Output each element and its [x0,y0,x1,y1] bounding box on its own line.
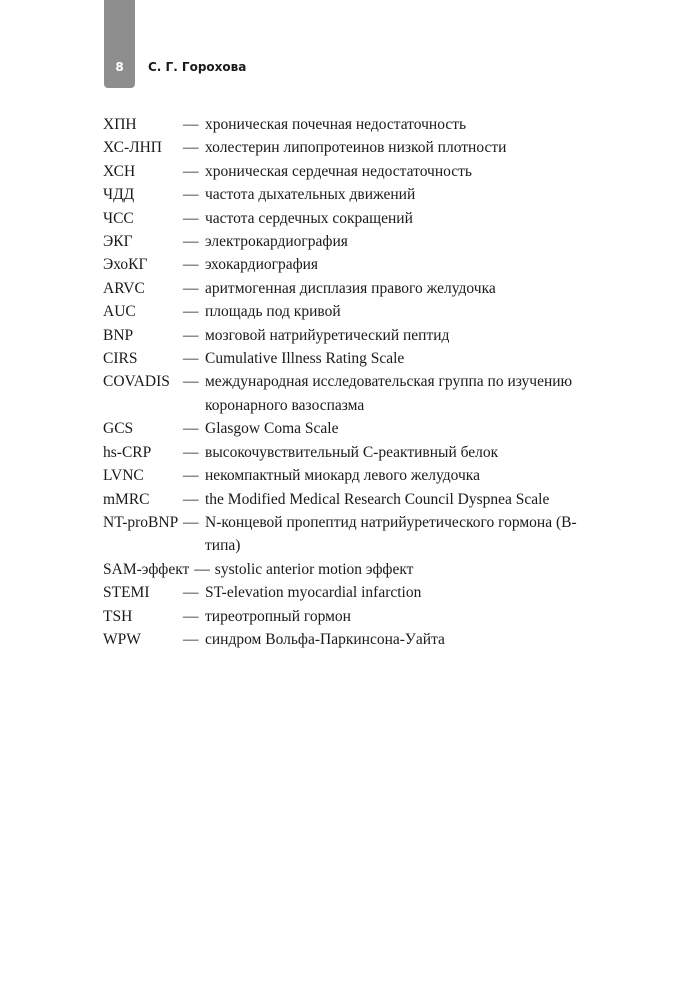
abbreviation-dash: — [183,584,199,602]
abbreviation-dash: — [183,209,199,227]
abbreviation-row [103,300,583,323]
abbreviation-definition: ST-elevation myocardial infarction [205,584,422,602]
abbreviation-dash: — [194,560,210,578]
abbreviation-definition: N-концевой пропептид натрийуретического гормона (В-типа) [205,513,577,555]
abbreviation-row [103,464,583,487]
abbreviation-term: ЭхоКГ [103,256,148,274]
abbreviation-definition: мозговой натрийуретический пептид [205,326,450,344]
abbreviation-term: ХПН [103,116,137,133]
abbreviation-row [103,581,583,604]
abbreviation-definition: эхокардиография [205,256,319,274]
abbreviation-term: ХС-ЛНП [103,139,163,157]
abbreviation-row [103,441,583,464]
abbreviation-definition: частота сердечных сокращений [205,209,413,227]
abbreviation-term: COVADIS [103,373,170,391]
abbreviation-term: SAM-эффект [103,560,190,578]
abbreviation-definition: синдром Вольфа-Паркинсона-Уайта [205,630,445,648]
abbreviation-term: WPW [103,630,141,648]
abbreviation-dash: — [183,630,199,648]
page-number-tab [104,0,135,88]
abbreviation-row [103,253,583,276]
abbreviation-term: GCS [103,420,134,438]
abbreviation-definition: аритмогенная дисплазия правого желудочка [205,279,496,297]
abbreviation-row [103,511,583,558]
abbreviation-row [103,207,583,230]
abbreviation-term: mMRC [103,490,150,508]
abbreviation-definition: высокочувствительный С-реактивный белок [205,443,499,461]
abbreviation-row [103,347,583,370]
abbreviation-term: LVNC [103,467,144,485]
abbreviation-dash: — [183,116,199,133]
abbreviation-row [103,605,583,628]
abbreviation-dash: — [183,513,199,531]
abbreviation-definition: the Modified Medical Research Council Dyspnea Scale [205,490,550,508]
abbreviation-definition: хроническая почечная недостаточность [205,116,467,133]
abbreviation-definition: некомпактный миокард левого желудочка [205,467,480,485]
abbreviation-dash: — [183,467,199,485]
running-head-author: С. Г. Горохова [148,60,247,74]
abbreviation-term: AUC [103,303,136,321]
abbreviation-row [103,160,583,183]
abbreviation-definition: частота дыхательных движений [205,186,416,204]
abbreviation-row [103,558,583,581]
abbreviation-dash: — [183,256,199,274]
abbreviation-definition: хроническая сердечная недостаточность [205,162,472,180]
abbreviation-row [103,136,583,159]
abbreviation-definition: площадь под кривой [205,303,341,321]
abbreviation-term: TSH [103,607,133,625]
abbreviation-term: ARVC [103,279,145,297]
abbreviation-row [103,277,583,300]
abbreviation-list [103,113,583,651]
abbreviation-term: STEMI [103,584,150,602]
abbreviation-definition: systolic anterior motion эффект [214,560,414,578]
abbreviation-term: hs-CRP [103,443,152,461]
abbreviation-dash: — [183,607,199,625]
abbreviation-row [103,183,583,206]
abbreviation-term: CIRS [103,350,138,368]
abbreviation-row [103,324,583,347]
abbreviation-dash: — [183,420,199,438]
abbreviation-row [103,628,583,651]
abbreviation-definition: Glasgow Coma Scale [205,420,339,438]
abbreviation-definition: Cumulative Illness Rating Scale [205,350,405,368]
abbreviation-term: ЧДД [103,186,135,204]
abbreviation-dash: — [183,490,199,508]
abbreviation-row [103,113,583,136]
abbreviation-row [103,488,583,511]
abbreviation-dash: — [183,139,199,157]
abbreviation-row [103,417,583,440]
abbreviation-definition: тиреотропный гормон [205,607,351,625]
abbreviation-term: ХСН [103,162,136,180]
abbreviation-definition: электрокардиография [205,233,348,251]
abbreviation-dash: — [183,162,199,180]
abbreviation-term: ЭКГ [103,233,133,251]
abbreviation-dash: — [183,233,199,251]
abbreviation-dash: — [183,279,199,297]
page-number: 8 [115,60,124,74]
abbreviation-row [103,370,583,417]
abbreviation-dash: — [183,350,199,368]
abbreviation-definition: международная исследовательская группа по изучению коронарного вазоспазма [205,373,573,414]
abbreviation-dash: — [183,326,199,344]
abbreviation-dash: — [183,443,199,461]
abbreviation-definition: холестерин липопротеинов низкой плотности [205,139,507,157]
abbreviation-term: NT-proBNP [103,513,179,531]
abbreviation-term: ЧСС [103,209,134,227]
abbreviation-row [103,230,583,253]
abbreviation-term: BNP [103,326,134,344]
abbreviation-dash: — [183,303,199,321]
abbreviation-dash: — [183,373,199,391]
abbreviation-dash: — [183,186,199,204]
